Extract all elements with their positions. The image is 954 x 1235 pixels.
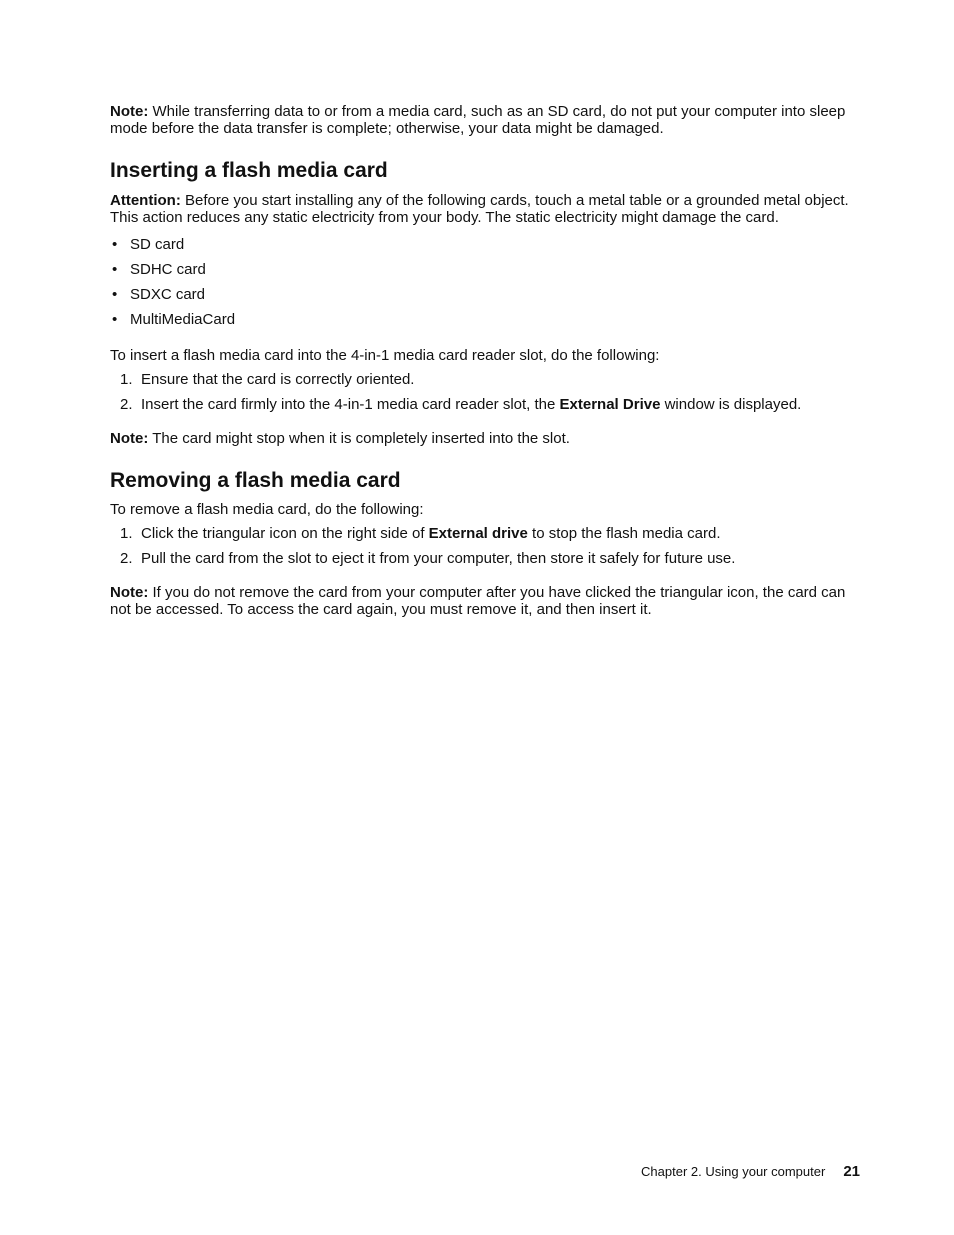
insert-note — [110, 430, 865, 447]
list-item: • MultiMediaCard — [110, 311, 865, 328]
step-item — [110, 525, 865, 542]
page-number: 21 — [843, 1163, 860, 1180]
note-text: While transferring data to or from a media card, such as an SD card, do not put your computer into sleep mode before the data transfer is complete; otherwise, your data might be damaged. — [110, 103, 846, 137]
page-footer — [641, 1163, 860, 1180]
attention-label: Attention: — [110, 192, 181, 209]
card-type-list — [110, 236, 865, 328]
document-page — [110, 103, 865, 618]
step-text-before: Insert the card firmly into the 4-in-1 media card reader slot, the — [141, 396, 560, 413]
removing-heading: Removing a flash media card — [110, 469, 401, 492]
external-drive-term: External Drive — [559, 396, 661, 413]
insert-intro: To insert a flash media card into the 4-in-1 media card reader slot, do the following: — [110, 347, 660, 364]
list-item: • SDXC card — [110, 286, 865, 303]
note-label: Note: — [110, 584, 149, 601]
list-item: • SD card — [110, 236, 865, 253]
remove-steps — [110, 525, 865, 567]
note-text: If you do not remove the card from your computer after you have clicked the triangular icon, the card can not be accessed. To access the card again, you must remove it, and then insert it. — [110, 584, 846, 618]
sleep-mode-note — [110, 103, 865, 137]
note-text: The card might stop when it is completely inserted into the slot. — [152, 430, 570, 447]
list-item: • SDHC card — [110, 261, 865, 278]
step-text-before: Click the triangular icon on the right side of — [141, 525, 429, 542]
step-item — [110, 396, 865, 413]
remove-note — [110, 584, 865, 618]
attention-paragraph — [110, 192, 865, 226]
step-number: 2. — [120, 396, 133, 413]
step-text-after: to stop the flash media card. — [527, 525, 721, 542]
chapter-title: Chapter 2. Using your computer — [641, 1164, 826, 1179]
step-item — [110, 550, 865, 567]
insert-steps — [110, 371, 865, 413]
step-item — [110, 371, 865, 388]
step-number: 1. — [120, 525, 133, 542]
step-text: Pull the card from the slot to eject it from your computer, then store it safely for future use. — [141, 550, 736, 567]
step-number: 2. — [120, 550, 133, 567]
external-drive-term: External drive — [428, 525, 528, 542]
note-label: Note: — [110, 103, 149, 120]
note-label: Note: — [110, 430, 149, 447]
step-number: 1. — [120, 371, 133, 388]
attention-text: Before you start installing any of the following cards, touch a metal table or a grounded metal object. This action reduces any static electricity from your body. The static electricity might damage the card. — [110, 192, 849, 226]
remove-intro: To remove a flash media card, do the following: — [110, 501, 424, 518]
inserting-heading: Inserting a flash media card — [110, 159, 388, 182]
step-text-after: window is displayed. — [660, 396, 802, 413]
step-text: Ensure that the card is correctly oriented. — [141, 371, 415, 388]
